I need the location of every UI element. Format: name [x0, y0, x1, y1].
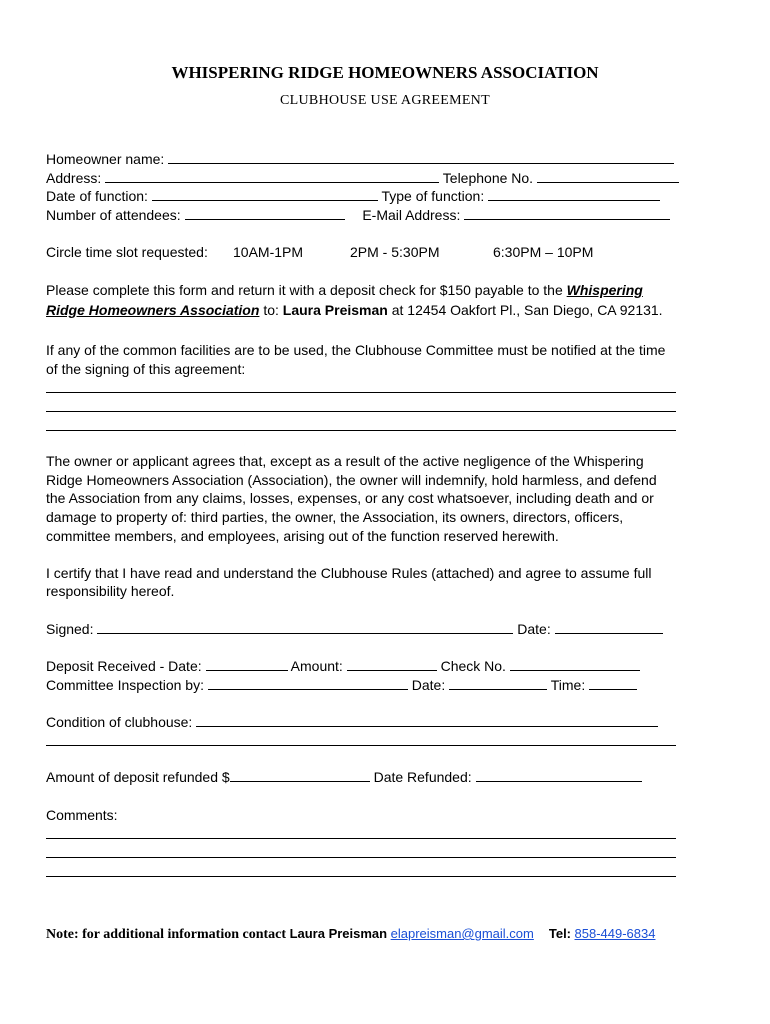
facilities-text-line-2: of the signing of this agreement: [46, 361, 246, 377]
refund-row [46, 768, 642, 786]
date-of-function-field[interactable] [152, 187, 378, 201]
org-name-part-a: Whispering [566, 282, 643, 298]
date-refunded-field[interactable] [476, 768, 642, 782]
amount-label: Amount: [290, 658, 343, 674]
time-slot-label: Circle time slot requested: [46, 244, 208, 260]
facilities-answer-line[interactable] [46, 392, 676, 393]
indemnity-line: committee members, and employees, arising out of the function reserved herewith. [46, 528, 559, 544]
inspection-date-label: Date: [411, 677, 446, 693]
homeowner-name-label: Homeowner name: [46, 151, 165, 167]
amount-refunded-label: Amount of deposit refunded $ [46, 769, 230, 785]
footer-email-link[interactable]: elapreisman@gmail.com [390, 926, 534, 941]
email-label: E-Mail Address: [362, 207, 461, 223]
inspection-row [46, 676, 637, 694]
signed-label: Signed: [46, 621, 94, 637]
time-slot-option[interactable]: 6:30PM – 10PM [493, 244, 594, 260]
homeowner-name-row [46, 150, 674, 168]
committee-inspection-label: Committee Inspection by: [46, 677, 204, 693]
facilities-answer-line[interactable] [46, 411, 676, 412]
comments-label: Comments: [46, 807, 118, 823]
inspector-field[interactable] [208, 676, 408, 690]
check-no-field[interactable] [510, 657, 640, 671]
comments-line[interactable] [46, 876, 676, 877]
inspection-date-field[interactable] [449, 676, 547, 690]
footer-note [46, 925, 655, 944]
attendees-email-row [46, 206, 670, 224]
org-name-part-b: Ridge Homeowners Association [46, 302, 260, 318]
address-field[interactable] [105, 169, 439, 183]
telephone-field[interactable] [537, 169, 679, 183]
deposit-date-field[interactable] [206, 657, 288, 671]
comments-line[interactable] [46, 838, 676, 839]
date-of-function-label: Date of function: [46, 188, 148, 204]
indemnity-line: Ridge Homeowners Association (Association), the owner will indemnify, hold harmless, and defend [46, 472, 657, 488]
footer-tel-label: Tel: [548, 926, 572, 941]
condition-field[interactable] [196, 713, 658, 727]
email-field[interactable] [464, 206, 670, 220]
signature-field[interactable] [97, 620, 513, 634]
type-of-function-label: Type of function: [381, 188, 485, 204]
comments-line[interactable] [46, 857, 676, 858]
date-refunded-label: Date Refunded: [373, 769, 472, 785]
page-title: WHISPERING RIDGE HOMEOWNERS ASSOCIATION [171, 63, 599, 82]
instructions-text: Please complete this form and return it with a deposit check for $150 payable to the [46, 282, 563, 298]
signature-row [46, 620, 663, 638]
check-no-label: Check No. [440, 658, 506, 674]
type-of-function-field[interactable] [488, 187, 660, 201]
footer-contact-name: Laura Preisman [289, 926, 388, 941]
instructions-line-1 [46, 281, 643, 299]
contact-name: Laura Preisman [282, 302, 388, 318]
certify-line: responsibility hereof. [46, 583, 175, 599]
instructions-to: to: [263, 302, 279, 318]
inspection-time-field[interactable] [589, 676, 637, 690]
facilities-answer-line[interactable] [46, 430, 676, 431]
date-type-row [46, 187, 660, 205]
condition-row [46, 713, 658, 731]
address-label: Address: [46, 170, 102, 186]
page-subtitle: CLUBHOUSE USE AGREEMENT [280, 93, 490, 108]
signature-date-field[interactable] [555, 620, 663, 634]
inspection-time-label: Time: [550, 677, 586, 693]
condition-answer-line[interactable] [46, 745, 676, 746]
telephone-label: Telephone No. [442, 170, 534, 186]
indemnity-line: damage to property of: third parties, the owner, the Association, its owners, directors, officers, [46, 509, 624, 525]
footer-tel-link[interactable]: 858-449-6834 [574, 926, 656, 941]
number-of-attendees-field[interactable] [185, 206, 345, 220]
amount-refunded-field[interactable] [230, 768, 370, 782]
mailing-address: at 12454 Oakfort Pl., San Diego, CA 92131. [391, 302, 663, 318]
homeowner-name-field[interactable] [168, 150, 674, 164]
time-slot-option[interactable]: 2PM - 5:30PM [350, 244, 440, 260]
signature-date-label: Date: [517, 621, 551, 637]
indemnity-line: the Association from any claims, losses, expenses, or any cost whatsoever, including death and or [46, 490, 654, 506]
certify-line: I certify that I have read and understand the Clubhouse Rules (attached) and agree to assume full [46, 565, 652, 581]
footer-note-text: Note: for additional information contact [46, 927, 287, 942]
time-slot-option[interactable]: 10AM-1PM [233, 244, 304, 260]
amount-field[interactable] [347, 657, 437, 671]
number-of-attendees-label: Number of attendees: [46, 207, 181, 223]
deposit-row [46, 657, 640, 675]
condition-label: Condition of clubhouse: [46, 714, 193, 730]
facilities-text-line-1: If any of the common facilities are to be used, the Clubhouse Committee must be notified at the time [46, 342, 666, 358]
instructions-line-2 [46, 301, 663, 319]
deposit-received-label: Deposit Received - Date: [46, 658, 202, 674]
indemnity-line: The owner or applicant agrees that, except as a result of the active negligence of the Whispering [46, 453, 644, 469]
address-row [46, 169, 679, 187]
